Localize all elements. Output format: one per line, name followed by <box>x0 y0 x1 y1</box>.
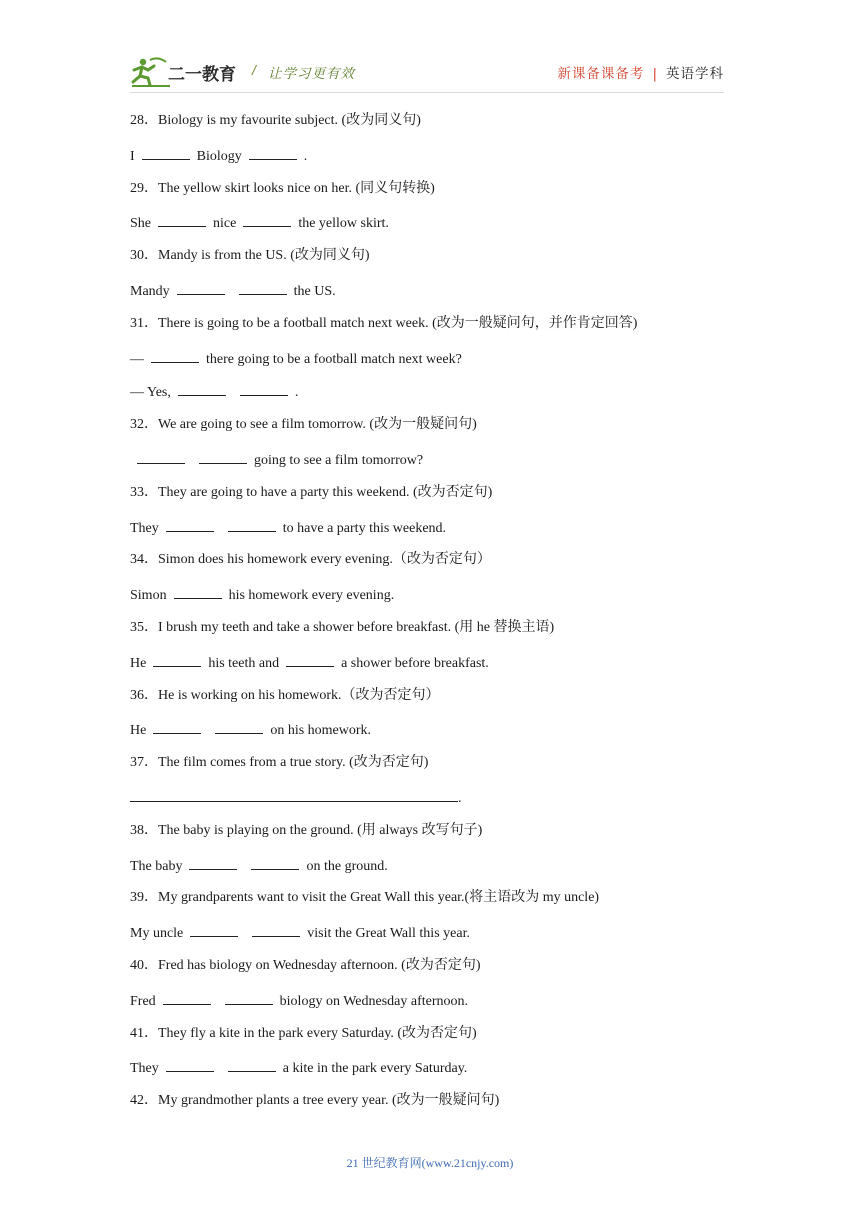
answer-blank[interactable] <box>166 1057 214 1072</box>
question-prompt <box>130 179 730 213</box>
answer-blank[interactable] <box>215 719 263 734</box>
line-text: . <box>294 385 299 401</box>
answer-line <box>130 922 730 956</box>
question-prompt <box>130 956 730 990</box>
header-label-subject: 英语学科 <box>666 66 724 82</box>
answer-blank[interactable] <box>137 449 185 464</box>
line-text: his homework every evening. <box>228 588 395 604</box>
answer-blank[interactable] <box>163 990 211 1005</box>
line-text: He <box>130 655 147 671</box>
question-prompt <box>130 686 730 720</box>
answer-blank[interactable] <box>142 145 190 160</box>
question-prompt <box>130 111 730 145</box>
line-text: going to see a film tomorrow? <box>254 452 424 468</box>
question-prompt <box>130 483 730 517</box>
logo-icon <box>130 56 238 88</box>
line-text: to have a party this weekend. <box>282 520 447 536</box>
answer-blank[interactable] <box>178 381 226 396</box>
question-prompt <box>130 415 730 449</box>
header-slogan: 让学习更有效 <box>268 66 355 82</box>
line-text: 31．There is going to be a football match next week. (改为一般疑问句，并作肯定回答) <box>130 315 638 331</box>
line-text: the US. <box>293 283 336 299</box>
answer-line <box>130 449 730 483</box>
answer-blank[interactable] <box>251 855 299 870</box>
question-prompt <box>130 753 730 787</box>
exercise-list <box>130 111 730 1125</box>
answer-blank[interactable] <box>174 584 222 599</box>
line-text: 34．Simon does his homework every evening.（改为否定句） <box>130 552 491 568</box>
answer-blank[interactable] <box>151 348 199 363</box>
line-text: biology on Wednesday afternoon. <box>279 993 469 1009</box>
line-text: . <box>303 148 308 164</box>
line-text: 28．Biology is my favourite subject. (改为同义句) <box>130 113 421 128</box>
line-text: Mandy <box>130 283 170 299</box>
answer-blank[interactable] <box>190 922 238 937</box>
line-text: She <box>130 216 151 232</box>
line-text: They <box>130 1061 159 1077</box>
answer-line <box>130 280 730 314</box>
line-text: 30．Mandy is from the US. (改为同义句) <box>130 248 370 264</box>
line-text: — <box>130 351 144 367</box>
line-text: a shower before breakfast. <box>341 655 489 671</box>
line-text: 42．My grandmother plants a tree every year. (改为一般疑问句) <box>130 1093 500 1109</box>
question-prompt <box>130 888 730 922</box>
answer-blank[interactable] <box>249 145 297 160</box>
line-text: He <box>130 723 147 739</box>
question-prompt <box>130 1091 730 1125</box>
answer-blank[interactable] <box>225 990 273 1005</box>
question-prompt <box>130 246 730 280</box>
answer-line <box>130 990 730 1024</box>
header-rule <box>130 92 724 93</box>
question-prompt <box>130 821 730 855</box>
page-footer: 21 世纪教育网(www.21cnjy.com) <box>346 1156 514 1170</box>
line-text: 29．The yellow skirt looks nice on her. (同义句转换) <box>130 180 435 196</box>
line-text: My uncle <box>130 926 184 942</box>
answer-line <box>130 584 730 618</box>
answer-blank[interactable] <box>130 787 458 802</box>
answer-line <box>130 719 730 753</box>
answer-line <box>130 855 730 889</box>
answer-blank[interactable] <box>189 855 237 870</box>
question-prompt <box>130 550 730 584</box>
line-text: visit the Great Wall this year. <box>307 926 470 942</box>
line-text: a kite in the park every Saturday. <box>282 1061 468 1077</box>
answer-blank[interactable] <box>243 212 291 227</box>
line-text: . <box>458 790 462 806</box>
answer-line <box>130 787 730 821</box>
header-divider: | <box>652 66 658 82</box>
answer-line <box>130 1057 730 1091</box>
line-text: 39．My grandparents want to visit the Great Wall this year.(将主语改为 my uncle) <box>130 890 600 906</box>
answer-line <box>130 517 730 551</box>
line-text: 37．The film comes from a true story. (改为否定句) <box>130 755 429 771</box>
line-text: 36．He is working on his homework.（改为否定句） <box>130 687 440 703</box>
answer-line <box>130 145 730 179</box>
line-text: 35．I brush my teeth and take a shower before breakfast. (用 he 替换主语) <box>130 619 555 635</box>
line-text: nice <box>213 216 237 232</box>
answer-blank[interactable] <box>286 652 334 667</box>
line-text: the yellow skirt. <box>298 216 389 232</box>
line-text: 40．Fred has biology on Wednesday afternoon. (改为否定句) <box>130 957 481 973</box>
answer-blank[interactable] <box>228 1057 276 1072</box>
answer-blank[interactable] <box>153 719 201 734</box>
line-text: 41．They fly a kite in the park every Saturday. (改为否定句) <box>130 1025 477 1041</box>
line-text: The baby <box>130 858 183 874</box>
answer-blank[interactable] <box>252 922 300 937</box>
line-text: 33．They are going to have a party this weekend. (改为否定句) <box>130 484 493 500</box>
answer-blank[interactable] <box>153 652 201 667</box>
line-text: 38．The baby is playing on the ground. (用 always 改写句子) <box>130 822 483 838</box>
line-text: there going to be a football match next week? <box>206 351 462 367</box>
line-text: Simon <box>130 588 167 604</box>
slogan-separator: / <box>252 62 256 78</box>
line-text: I <box>130 148 135 164</box>
question-prompt <box>130 314 730 348</box>
line-text: Biology <box>196 148 242 164</box>
page-header <box>0 0 860 100</box>
line-text: — Yes, <box>130 385 171 401</box>
line-text: 32．We are going to see a film tomorrow. (改为一般疑问句) <box>130 417 477 433</box>
line-text: on the ground. <box>306 858 388 874</box>
header-subject <box>557 62 724 82</box>
answer-blank[interactable] <box>199 449 247 464</box>
answer-line <box>130 652 730 686</box>
answer-blank[interactable] <box>177 280 225 295</box>
answer-blank[interactable] <box>240 381 288 396</box>
logo-text: 二一教育 <box>168 65 236 85</box>
answer-blank[interactable] <box>158 212 206 227</box>
answer-blank[interactable] <box>228 517 276 532</box>
answer-line <box>130 348 730 382</box>
header-label-course: 新课备课备考 <box>557 66 645 82</box>
answer-line <box>130 212 730 246</box>
line-text: his teeth and <box>208 655 280 671</box>
question-prompt <box>130 618 730 652</box>
line-text: They <box>130 520 159 536</box>
answer-blank[interactable] <box>166 517 214 532</box>
answer-blank[interactable] <box>239 280 287 295</box>
answer-line <box>130 381 730 415</box>
line-text: Fred <box>130 993 156 1009</box>
line-text: on his homework. <box>270 723 372 739</box>
question-prompt <box>130 1024 730 1058</box>
